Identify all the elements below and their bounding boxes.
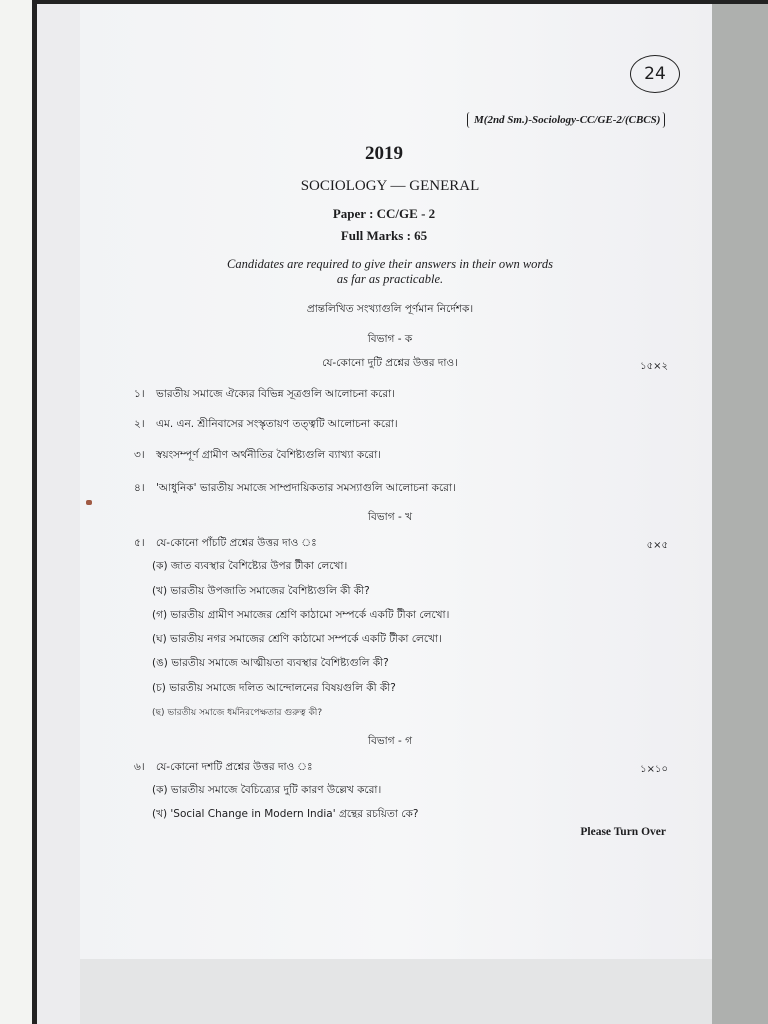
question-text: স্বয়ংসম্পূর্ণ গ্রামীণ অর্থনীতির বৈশিষ্ট্যগুলি ব্যাখ্যা করো। [156,449,381,461]
sub-question: (ঘ) ভারতীয় নগর সমাজের শ্রেণি কাঠামো সম্পর্কে একটি টীকা লেখো। [152,633,442,645]
section-ga-instruction: যে-কোনো দশটি প্রশ্নের উত্তর দাও ঃ [156,761,313,773]
page-bottom-margin [80,959,712,1024]
subject-title: SOCIOLOGY — GENERAL [300,178,480,194]
section-ka-instruction: যে-কোনো দুটি প্রশ্নের উত্তর দাও। [322,357,458,369]
question-text: ভারতীয় সমাজে ঐক্যের বিভিন্ন সূত্রগুলি আলোচনা করো। [156,388,395,400]
sub-question: (ক) ভারতীয় সমাজে বৈচিত্র্যের দুটি কারণ উল্লেখ করো। [152,784,382,796]
question-number: ৬। [134,761,145,773]
question-text: 'আধুনিক' ভারতীয় সমাজে সাম্প্রদায়িকতার সমস্যাগুলি আলোচনা করো। [156,482,456,494]
please-turn-over: Please Turn Over [580,826,666,838]
section-ka-marks: ১৫×২ [640,361,668,372]
instruction-line-2: as far as practicable. [336,272,444,286]
question-number: ২। [134,418,145,430]
instruction-line-1: Candidates are required to give their answers in their own words [227,257,553,271]
section-kha-marks: ৫×৫ [646,540,668,551]
question-number: ৩। [134,449,145,461]
section-ga-heading: বিভাগ - গ [368,735,412,747]
sub-question: (চ) ভারতীয় সমাজে দলিত আন্দোলনের বিষয়গুলি কী কী? [152,682,396,694]
sub-question: (গ) ভারতীয় গ্রামীণ সমাজের শ্রেণি কাঠামো সম্পর্কে একটি টীকা লেখো। [152,609,450,621]
marks-note: প্রান্তলিখিত সংখ্যাগুলি পূর্ণমান নির্দেশক। [306,303,474,315]
ink-mark [86,500,92,505]
question-text: এম. এন. শ্রীনিবাসের সংস্কৃতায়ণ তত্ত্বটি আলোচনা করো। [156,418,398,430]
sub-question: (ছ) ভারতীয় সমাজে ধর্মনিরপেক্ষতার গুরুত্ব কী? [152,708,323,718]
question-number: ৪। [134,482,145,494]
paper-label: Paper : CC/GE - 2 [332,206,436,221]
question-number: ১। [134,388,145,400]
paper-code: M(2nd Sm.)-Sociology-CC/GE-2/(CBCS) [467,112,665,128]
full-marks: Full Marks : 65 [340,228,428,243]
sub-question: (ঙ) ভারতীয় সমাজে আত্মীয়তা ব্যবস্থার বৈশিষ্ট্যগুলি কী? [152,657,389,669]
section-kha-heading: বিভাগ - খ [368,511,412,523]
page-number: 24 [630,55,680,93]
section-kha-instruction: যে-কোনো পাঁচটি প্রশ্নের উত্তর দাও ঃ [156,537,317,549]
sub-question: (খ) ভারতীয় উপজাতি সমাজের বৈশিষ্ট্যগুলি কী কী? [152,585,370,597]
sub-question: (ক) জাত ব্যবস্থার বৈশিষ্ট্যের উপর টীকা লেখো। [152,560,348,572]
exam-year: 2019 [365,143,403,164]
section-ga-marks: ১×১০ [640,764,668,775]
question-number: ৫। [134,537,145,549]
sub-question: (খ) 'Social Change in Modern India' গ্রন্থের রচয়িতা কে? [152,808,419,820]
section-ka-heading: বিভাগ - ক [367,333,413,345]
